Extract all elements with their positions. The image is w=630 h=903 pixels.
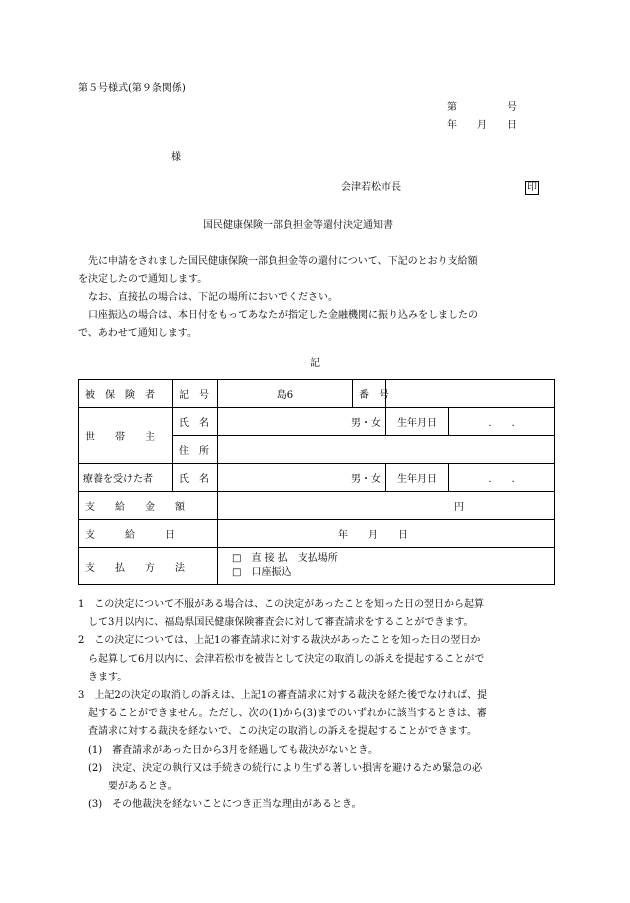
kigo-label: 記 号 [173,380,218,408]
birth-label: 生年月日 [386,464,449,492]
table-row [79,492,555,520]
method-value [218,548,555,585]
body-p1-line1: 先に申請をされました国民健康保険一部負担金等の還付について、下記のとおり支給額 [78,256,478,267]
body-text [78,253,554,343]
body-p3-line2: で、あわせて通知します。 [78,328,197,339]
ryoyo-sex: 男・女 [218,464,386,492]
note-line: 要があるとき。 [78,781,178,793]
birth-label: 生年月日 [386,408,449,436]
table-row [79,548,555,585]
ryoyo-label: 療養を受けた者 [79,464,173,492]
shimei-label: 氏 名 [173,464,218,492]
notes-section [78,596,554,814]
birth-value: . . [449,408,555,436]
document-date: 年 月 日 [447,120,517,131]
bango-label: 番 号 [353,380,386,408]
note-line: 査請求に対する裁決を経ないで、この決定の取消しの訴えを提起することができます。 [78,726,477,738]
setainushi-label: 世 帯 主 [79,408,173,464]
setainushi-sex: 男・女 [218,408,386,436]
document-title: 国民健康保険一部負担金等還付決定通知書 [203,220,393,231]
amount-label: 支 給 金 額 [79,492,218,520]
note-line: 1 この決定について不服がある場合は、この決定があったことを知った日の翌日から起算 [78,599,485,610]
addressee-suffix: 様 [171,152,181,163]
table-row [79,520,555,548]
date-label: 支 給 日 [79,520,218,548]
method-label: 支 払 方 法 [79,548,218,585]
body-p3-line1: 口座振込の場合は、本日付をもってあなたが指定した金融機関に振り込みをしましたの [78,310,478,321]
body-p1-line2: を決定したので通知します。 [78,274,208,285]
bango-value [386,380,555,408]
table-row [79,380,555,408]
form-id: 第５号様式(第９条関係) [78,83,186,94]
jusho-value [218,436,555,464]
note-line: 2 この決定については、上記1の審査請求に対する裁決があったことを知った日の翌日か [78,635,481,647]
note-line: (1) 審査請求があった日から3月を経過しても裁決がないとき。 [78,744,379,756]
kigo-value: 島6 [218,380,353,408]
method-direct: □ 直 接 払 支払場所 [232,553,338,564]
insured-label: 被 保 険 者 [79,380,173,408]
document-number: 第 号 [447,102,517,113]
note-line: して3月以内に、福島県国民健康保険審査会に対して審査請求をすることができます。 [78,617,474,629]
body-p2: なお、直接払の場合は、下記の場所においでください。 [78,292,338,303]
note-line: 3 上記2の決定の取消しの訴えは、上記1の審査請求に対する裁決を経た後でなければ、提 [78,690,488,702]
shimei-label: 氏 名 [173,408,218,436]
date-value: 年 月 日 [218,520,555,548]
birth-value: . . [449,464,555,492]
jusho-label: 住 所 [173,436,218,464]
seal-mark: 印 [527,182,537,193]
table-row [79,408,555,436]
note-line: ら起算して6月以内に、会津若松市を被告として決定の取消しの訴えを提起することがで [78,653,485,665]
note-line: (3) その他裁決を経ないことにつき正当な理由があるとき。 [78,799,362,811]
note-line: きます。 [78,671,128,683]
sender-name: 会津若松市長 [341,182,401,193]
amount-value: 円 [218,492,555,520]
note-line: 起することができません。ただし、次の(1)から(3)までのいずれかに該当するときは、審 [78,708,487,720]
refund-table [78,379,555,585]
ki-heading: 記 [310,358,320,369]
table-row [79,464,555,492]
note-line: (2) 決定、決定の執行又は手続きの続行により生ずる著しい損害を避けるため緊急の必 [78,762,483,774]
method-transfer: □ 口座振込 [232,567,292,578]
